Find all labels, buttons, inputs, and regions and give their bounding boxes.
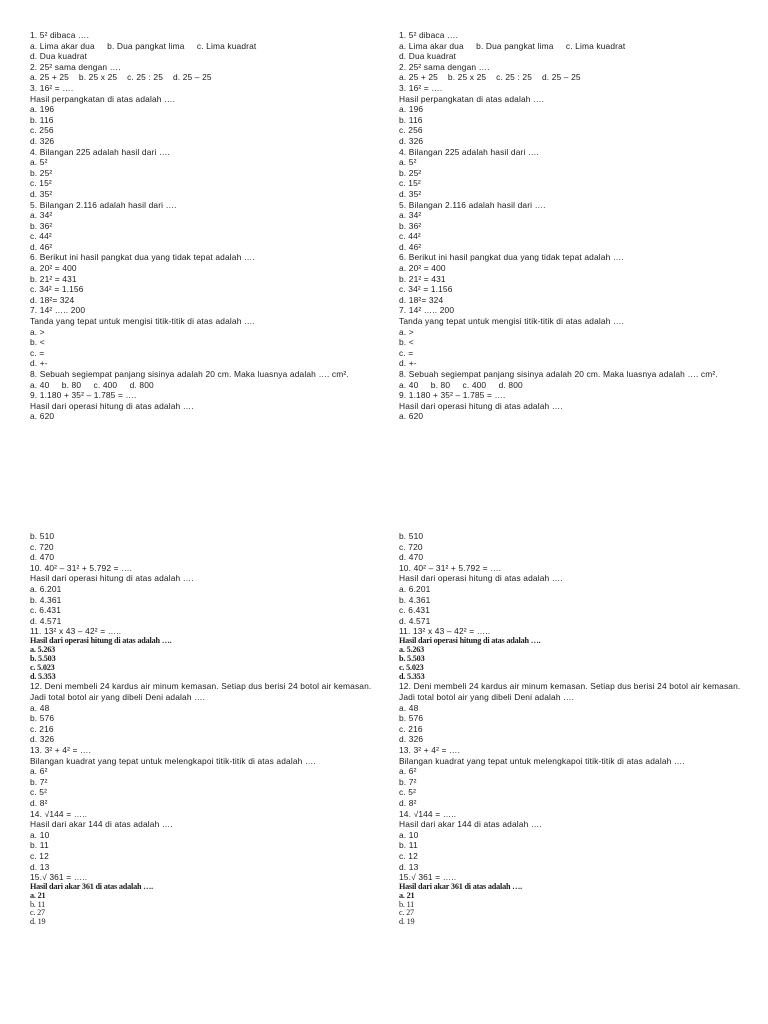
text-line: Hasil perpangkatan di atas adalah …. [30, 93, 176, 104]
text-line: d. 326 [30, 734, 55, 745]
text-line: Tanda yang tepat untuk mengisi titik-titik di atas adalah …. [399, 316, 625, 327]
text-line: a. 40 b. 80 c. 400 d. 800 [30, 379, 154, 390]
text-line: Hasil dari operasi hitung di atas adalah …. [399, 635, 541, 645]
text-line: a. 6² [30, 766, 48, 777]
text-line: 5. Bilangan 2.116 adalah hasil dari …. [399, 199, 546, 210]
text-line: c. 12 [399, 850, 418, 861]
text-line: 1. 5² dibaca …. [399, 30, 459, 40]
text-line: Tanda yang tepat untuk mengisi titik-titik di atas adalah …. [30, 316, 256, 327]
text-line: Hasil dari operasi hitung di atas adalah …. [30, 573, 194, 584]
text-line: a. 5.263 [399, 644, 425, 654]
text-line: d. 19 [399, 917, 415, 927]
text-line: d. 470 [399, 552, 424, 563]
text-line: b. 36² [30, 220, 53, 231]
text-line: c. = [399, 347, 414, 358]
right-column-part-1 [399, 30, 749, 422]
text-line: d. 5.353 [399, 671, 425, 681]
text-line: a. 5² [399, 157, 417, 168]
text-line: c. 256 [30, 125, 54, 136]
text-line: d. Dua kuadrat [30, 51, 88, 62]
text-line: d. 8² [30, 798, 48, 808]
text-line: 1. 5² dibaca …. [30, 30, 90, 40]
text-line: d. 4.571 [399, 615, 431, 626]
text-line: c. 34² = 1.156 [399, 284, 453, 295]
text-line: b. 7² [399, 776, 417, 787]
text-line: 12. Deni membeli 24 kardus air minum kemasan. Setiap dus berisi 24 botol air kemasan. Jadi total botol air yang dibeli Deni adalah …. [30, 681, 372, 703]
text-line: 13. 3² + 4² = …. [30, 745, 92, 756]
text-line: Hasil dari akar 144 di atas adalah …. [30, 819, 173, 830]
text-line: c. 720 [399, 541, 423, 552]
text-line: c. = [30, 347, 45, 358]
text-line: Hasil dari akar 361 di atas adalah …. [399, 881, 523, 891]
text-line: 14. √144 = ….. [30, 808, 88, 819]
text-line: b. 11 [30, 840, 49, 851]
text-line: d. 5.353 [30, 671, 56, 681]
text-line: d. 8² [399, 798, 417, 808]
text-line: 11. 13² x 43 – 42² = ….. [30, 626, 122, 637]
text-line: d. Dua kuadrat [399, 51, 457, 62]
text-line: Hasil dari operasi hitung di atas adalah …. [30, 400, 194, 411]
text-line: c. 5.023 [399, 662, 424, 672]
text-line: b. 510 [30, 531, 55, 541]
text-line: a. 5² [30, 157, 48, 168]
text-line: d. 18²= 324 [399, 294, 444, 305]
text-line: b. 25² [30, 167, 53, 178]
text-line: b. 11 [399, 899, 415, 909]
text-line: d. 326 [399, 734, 424, 745]
text-line: b. 21² = 431 [399, 273, 446, 284]
text-line: d. 46² [399, 241, 422, 252]
text-line: c. 44² [30, 231, 52, 242]
text-line: c. 27 [30, 908, 45, 918]
text-line: d. 19 [30, 917, 46, 927]
right-column-part-2 [399, 531, 749, 927]
text-line: a. Lima akar dua b. Dua pangkat lima c. Lima kuadrat [399, 40, 626, 51]
text-line: d. 326 [399, 135, 424, 146]
text-line: a. 6.201 [30, 583, 62, 594]
text-line: a. 21 [399, 890, 415, 900]
text-line: a. 21 [30, 890, 46, 900]
text-line: b. 116 [399, 114, 423, 125]
text-line: a. 20² = 400 [30, 263, 77, 274]
text-line: a. 10 [30, 829, 50, 840]
text-line: b. 11 [30, 899, 46, 909]
text-line: c. 216 [399, 723, 423, 734]
text-line: a. 20² = 400 [399, 263, 446, 274]
text-line: b. 7² [30, 776, 48, 787]
text-line: 9. 1.180 + 35² – 1.785 = …. [30, 390, 137, 401]
text-line: d. 4.571 [30, 615, 62, 626]
text-line: 9. 1.180 + 35² – 1.785 = …. [399, 390, 506, 401]
text-line: a. 48 [30, 702, 50, 713]
text-line: a. 6² [399, 766, 417, 777]
text-line: d. 18²= 324 [30, 294, 75, 305]
text-line: b. 510 [399, 531, 424, 541]
text-line: a. 620 [399, 411, 424, 422]
text-line: c. 256 [399, 125, 423, 136]
text-line: d. 13 [30, 861, 50, 872]
text-line: c. 15² [399, 178, 421, 189]
text-line: c. 6.431 [399, 605, 430, 616]
text-line: a. 40 b. 80 c. 400 d. 800 [399, 379, 523, 390]
text-line: b. 116 [30, 114, 54, 125]
text-line: 12. Deni membeli 24 kardus air minum kemasan. Setiap dus berisi 24 botol air kemasan. Jadi total botol air yang dibeli Deni adalah …. [399, 681, 741, 703]
text-line: 10. 40² – 31² + 5.792 = …. [30, 562, 133, 573]
text-line: a. 5.263 [30, 644, 56, 654]
text-line: 3. 16² = …. [30, 82, 74, 93]
text-line: 6. Berikut ini hasil pangkat dua yang tidak tepat adalah …. [30, 252, 255, 263]
text-line: b. 5.503 [399, 653, 425, 663]
text-line: b. 21² = 431 [30, 273, 77, 284]
text-line: b. 36² [399, 220, 422, 231]
text-line: 2. 25² sama dengan …. [399, 61, 490, 72]
text-line: 14. √144 = ….. [399, 808, 457, 819]
text-line: Hasil dari akar 144 di atas adalah …. [399, 819, 542, 830]
text-line: d. +- [30, 358, 48, 369]
text-line: d. 326 [30, 135, 55, 146]
text-line: a. 620 [30, 411, 55, 422]
text-line: Hasil dari operasi hitung di atas adalah …. [399, 573, 563, 584]
text-line: c. 12 [30, 850, 49, 861]
text-line: 7. 14² ….. 200 [30, 305, 86, 316]
text-line: b. 5.503 [30, 653, 56, 663]
text-line: c. 5.023 [30, 662, 55, 672]
text-line: a. 196 [30, 104, 55, 115]
text-line: 8. Sebuah segiempat panjang sisinya adalah 20 cm. Maka luasnya adalah …. cm². [399, 369, 718, 379]
text-line: a. 25 + 25 b. 25 x 25 c. 25 : 25 d. 25 – 25 [30, 72, 212, 83]
text-line: d. 46² [30, 241, 53, 252]
text-line: d. 13 [399, 861, 419, 872]
text-line: Bilangan kuadrat yang tepat untuk melengkapoi titik-titik di atas adalah …. [30, 755, 316, 766]
text-line: c. 6.431 [30, 605, 61, 616]
text-line: 11. 13² x 43 – 42² = ….. [399, 626, 491, 637]
left-column-part-2 [30, 531, 380, 927]
text-line: b. 4.361 [30, 594, 62, 605]
text-line: d. 470 [30, 552, 55, 563]
text-line: c. 15² [30, 178, 52, 189]
text-line: a. > [30, 326, 45, 337]
text-line: a. 25 + 25 b. 25 x 25 c. 25 : 25 d. 25 – 25 [399, 72, 581, 83]
text-line: a. > [399, 326, 414, 337]
text-line: 3. 16² = …. [399, 82, 443, 93]
text-line: Bilangan kuadrat yang tepat untuk melengkapoi titik-titik di atas adalah …. [399, 755, 685, 766]
text-line: b. 4.361 [399, 594, 431, 605]
text-line: b. 576 [30, 713, 55, 724]
text-line: d. 35² [30, 188, 53, 199]
text-line: b. 11 [399, 840, 418, 851]
text-line: 6. Berikut ini hasil pangkat dua yang tidak tepat adalah …. [399, 252, 624, 263]
text-line: b. 25² [399, 167, 422, 178]
text-line: c. 5² [399, 787, 417, 798]
text-line: c. 720 [30, 541, 54, 552]
text-line: Hasil dari operasi hitung di atas adalah …. [399, 400, 563, 411]
text-line: a. 48 [399, 702, 419, 713]
text-line: b. 576 [399, 713, 424, 724]
text-line: 15.√ 361 = ….. [399, 872, 457, 883]
text-line: 5. Bilangan 2.116 adalah hasil dari …. [30, 199, 177, 210]
text-line: a. 10 [399, 829, 419, 840]
text-line: 4. Bilangan 225 adalah hasil dari …. [30, 146, 170, 157]
text-line: a. 196 [399, 104, 424, 115]
text-line: Hasil perpangkatan di atas adalah …. [399, 93, 545, 104]
text-line: 10. 40² – 31² + 5.792 = …. [399, 562, 502, 573]
text-line: a. Lima akar dua b. Dua pangkat lima c. Lima kuadrat [30, 40, 257, 51]
text-line: Hasil dari operasi hitung di atas adalah …. [30, 635, 172, 645]
text-line: 13. 3² + 4² = …. [399, 745, 461, 756]
left-column-part-1 [30, 30, 380, 422]
text-line: c. 44² [399, 231, 421, 242]
text-line: a. 34² [30, 210, 53, 221]
text-line: d. +- [399, 358, 417, 369]
text-line: Hasil dari akar 361 di atas adalah …. [30, 881, 154, 891]
text-line: 8. Sebuah segiempat panjang sisinya adalah 20 cm. Maka luasnya adalah …. cm². [30, 369, 349, 379]
text-line: b. < [399, 337, 414, 348]
text-line: a. 34² [399, 210, 422, 221]
text-line: 15.√ 361 = ….. [30, 872, 88, 883]
text-line: 7. 14² ….. 200 [399, 305, 455, 316]
text-line: 2. 25² sama dengan …. [30, 61, 121, 72]
text-line: c. 5² [30, 787, 48, 798]
text-line: d. 35² [399, 188, 422, 199]
text-line: c. 34² = 1.156 [30, 284, 84, 295]
text-line: 4. Bilangan 225 adalah hasil dari …. [399, 146, 539, 157]
text-line: c. 27 [399, 908, 414, 918]
text-line: c. 216 [30, 723, 54, 734]
text-line: b. < [30, 337, 45, 348]
text-line: a. 6.201 [399, 583, 431, 594]
